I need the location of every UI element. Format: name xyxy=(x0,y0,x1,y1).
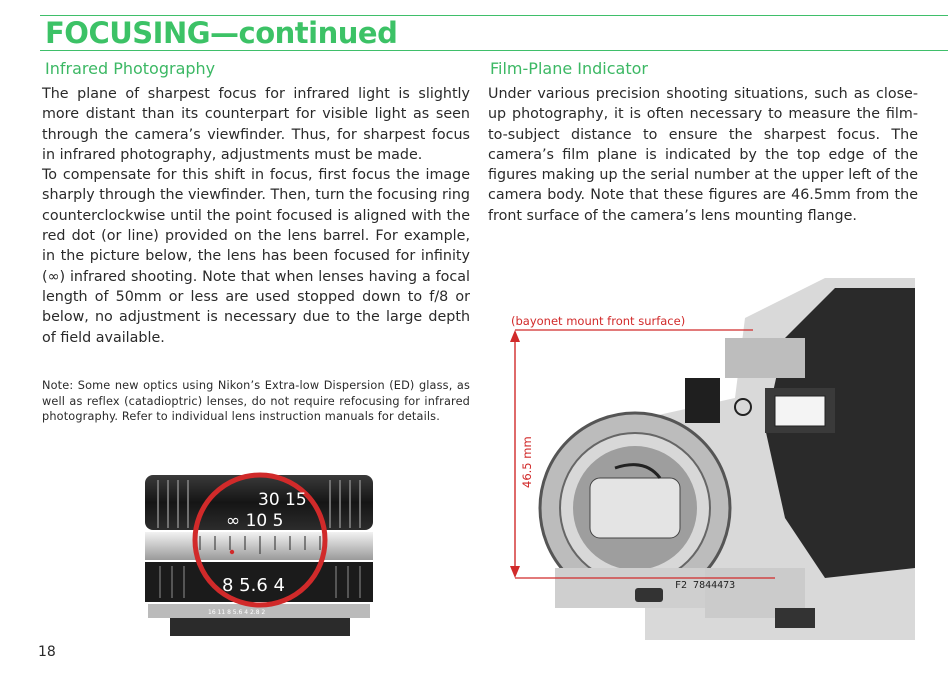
lens-distance-top: 30 15 xyxy=(258,490,307,510)
lens-aperture-scale: 8 5.6 4 xyxy=(222,575,285,596)
infrared-paragraph-1: The plane of sharpest focus for infrared light is slightly more distant than its counterpart for visible light as seen through the camera’s viewfinder. Thus, for sharpest focus in infrared photography, adjustments must be made. xyxy=(42,86,470,163)
infrared-body xyxy=(42,84,470,348)
page-title: FOCUSING—continued xyxy=(45,16,398,50)
film-plane-dimension: 46.5 mm xyxy=(520,436,534,488)
bayonet-caption: (bayonet mount front surface) xyxy=(511,314,686,328)
camera-photo xyxy=(495,278,925,640)
lens-photo xyxy=(140,470,380,640)
page-number: 18 xyxy=(38,644,56,660)
film-plane-body xyxy=(488,84,918,226)
lens-small-scale: 16 11 8 5.6 4 2.8 2 xyxy=(208,609,266,616)
header-rule-bottom xyxy=(40,50,948,51)
section-heading-infrared: Infrared Photography xyxy=(45,59,216,78)
section-heading-film-plane: Film-Plane Indicator xyxy=(490,59,648,78)
infrared-note: Note: Some new optics using Nikon’s Extra-low Dispersion (ED) glass, as well as reflex (catadioptric) lenses, do not require refocusing for infrared photography. Refer to individual lens instruction manuals for details. xyxy=(42,379,470,423)
film-plane-paragraph: Under various precision shooting situations, such as close-up photography, it is often necessary to measure the film-to-subject distance to ensure the sharpest focus. The camera’s film plane is indicated by the top edge of the figures making up the serial number at the upper left of the camera body. Note that these figures are 46.5mm from the front surface of the camera’s lens mounting flange. xyxy=(488,86,918,224)
camera-serial-number: F2 7844473 xyxy=(675,580,736,591)
infrared-paragraph-2: To compensate for this shift in focus, first focus the image sharply through the viewfinder. Then, turn the focusing ring counterclockwise until the point focused is aligned with the red dot (or line) provided on the lens barrel. For example, in the picture below, the lens has been focused for infinity (∞) infrared shooting. Note that when lenses having a focal length of 50mm or less are used stopped down to f/8 or below, no adjustment is necessary due to the large depth of field available. xyxy=(42,167,470,346)
lens-distance-bottom: ∞ 10 5 xyxy=(226,511,284,531)
